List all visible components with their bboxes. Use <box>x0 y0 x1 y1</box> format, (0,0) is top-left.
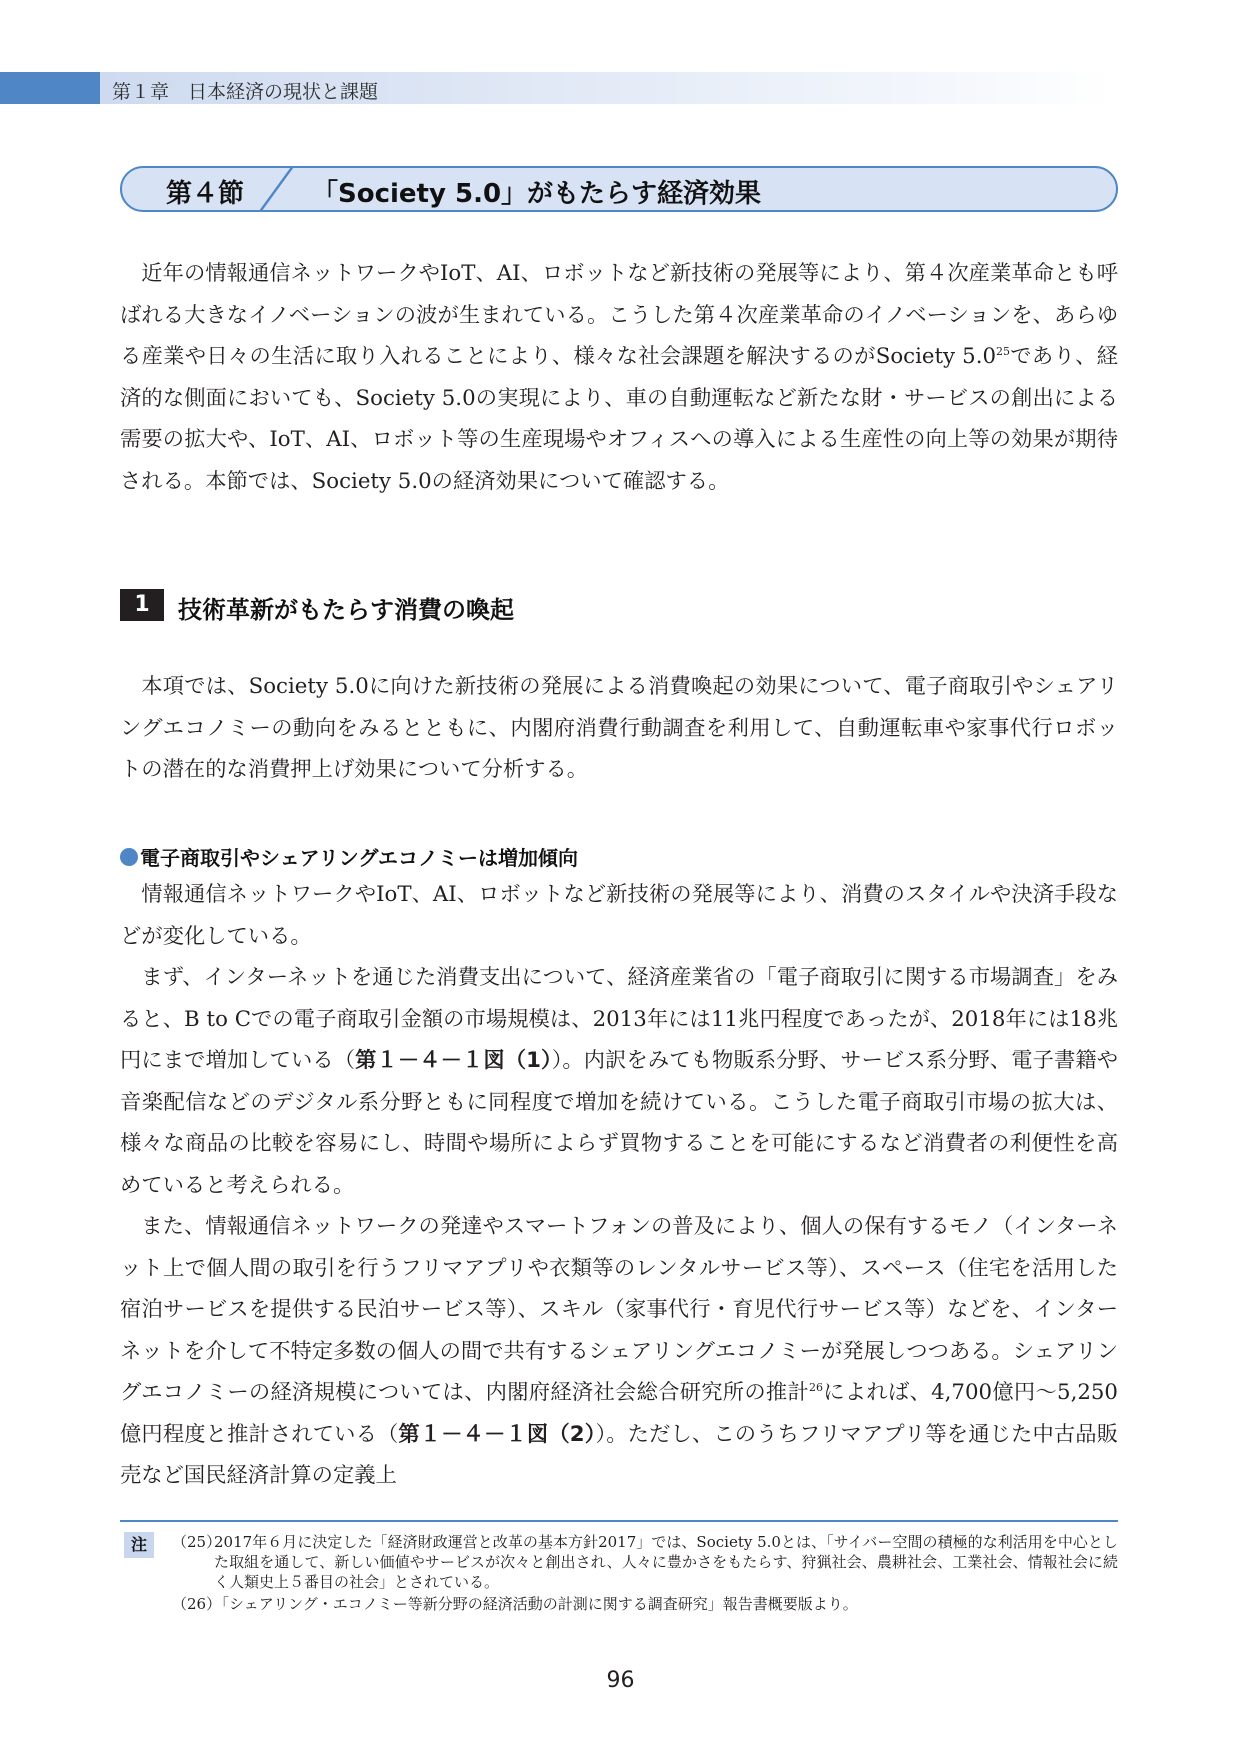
figure-ref-1-4-1-1[interactable]: 第１－４－１図（1） <box>355 1048 552 1073</box>
body-p3-text-2: によれば、4,700億円～5,250億円程度と推計されている（ <box>120 1380 1118 1447</box>
title-divider <box>252 166 294 212</box>
footnote-25 <box>172 1532 1118 1592</box>
bullet-dot-icon <box>120 848 138 866</box>
body-p3-text-1: また、情報通信ネットワークの発達やスマートフォンの普及により、個人の保有するモノ（インターネット上で個人間の取引を行うフリマアプリや衣類等のレンタルサービス等）、スペース（住宅を活用した宿泊サービスを提供する民泊サービス等）、スキル（家事代行・育児代行サービス等）などを、インターネットを介して不特定多数の個人の間で共有するシェアリングエコノミーが発展しつつある。シェアリングエコノミーの経済規模については、内閣府経済社会総合研究所の推計 <box>120 1214 1118 1405</box>
footnote-25-marker: （25） <box>172 1533 222 1551</box>
item-number-box: 1 <box>120 589 164 621</box>
body-paragraph-2 <box>120 957 1118 1206</box>
footnote-26-marker: （26） <box>172 1595 222 1613</box>
section-number: 第４節 <box>166 179 245 209</box>
body-p2-text-2: ）。内訳をみても物販系分野、サービス系分野、電子書籍や音楽配信などのデジタル系分野ともに同程度で増加を続けている。こうした電子商取引市場の拡大は、様々な商品の比較を容易にし、時間や場所によらず買物することを可能にするなど消費者の利便性を高めていると考えられる。 <box>120 1048 1118 1198</box>
item-title: 技術革新がもたらす消費の喚起 <box>178 596 514 624</box>
body-p2-text-1: まず、インターネットを通じた消費支出について、経済産業省の「電子商取引に関する市場調査」をみると、B to Cでの電子商取引金額の市場規模は、2013年には11兆円程度であったが、2018年には18兆円にまで増加している（ <box>120 965 1118 1073</box>
intro-text-part1: 近年の情報通信ネットワークやIoT、AI、ロボットなど新技術の発展等により、第４次産業革命とも呼ばれる大きなイノベーションの波が生まれている。こうした第４次産業革命のイノベーションを、あらゆる産業や日々の生活に取り入れることにより、様々な社会課題を解決するのがSociety 5.0 <box>120 261 1118 369</box>
page-number: 96 <box>606 1668 635 1693</box>
body-paragraph-1: 情報通信ネットワークやIoT、AI、ロボットなど新技術の発展等により、消費のスタイルや決済手段などが変化している。 <box>120 882 1118 949</box>
subheading-text: 電子商取引やシェアリングエコノミーは増加傾向 <box>140 846 578 870</box>
body-p3-text-3: ）。ただし、このうちフリマアプリ等を通じた中古品販売など国民経済計算の定義上 <box>120 1421 1118 1488</box>
figure-ref-1-4-1-2[interactable]: 第１－４－１図（2） <box>398 1421 596 1447</box>
body-paragraph-3 <box>120 1206 1118 1497</box>
chapter-number: 第１章 <box>112 81 170 103</box>
footnote-ref-26[interactable]: 26 <box>809 1380 824 1394</box>
chapter-title: 日本経済の現状と課題 <box>188 81 379 103</box>
intro-paragraph <box>120 253 1118 502</box>
running-header-text <box>112 77 378 104</box>
header-accent-tab <box>0 72 100 104</box>
footnote-25-text: 2017年６月に決定した「経済財政運営と改革の基本方針2017」では、Society 5.0とは、「サイバー空間の積極的な利活用を中心とした取組を通して、新しい価値やサービスが次々と創出され、人々に豊かさをもたらす、狩猟社会、農耕社会、工業社会、情報社会に続く人類史上５番目の社会」とされている。 <box>214 1533 1118 1591</box>
footnote-26 <box>172 1594 1118 1614</box>
bullet-subheading <box>120 842 578 870</box>
footnote-ref-25[interactable]: 25 <box>996 344 1011 358</box>
item-intro-paragraph: 本項では、Society 5.0に向けた新技術の発展による消費喚起の効果について、電子商取引やシェアリングエコノミーの動向をみるとともに、内閣府消費行動調査を利用して、自動運転車や家事代行ロボットの潜在的な消費押上げ効果について分析する。 <box>120 674 1118 782</box>
running-header <box>0 72 1112 104</box>
footnote-26-text: 「シェアリング・エコノミー等新分野の経済活動の計測に関する調査研究」報告書概要版より。 <box>214 1595 858 1613</box>
section-title: 「Society 5.0」がもたらす経済効果 <box>312 179 762 209</box>
notes-rule <box>120 1520 1118 1522</box>
intro-text-part2: であり、経済的な側面においても、Society 5.0の実現により、車の自動運転など新たな財・サービスの創出による需要の拡大や、IoT、AI、ロボット等の生産現場やオフィスへの導入による生産性の向上等の効果が期待される。本節では、Society 5.0の経済効果について確認する。 <box>120 344 1118 494</box>
section-title-bar <box>120 166 1118 212</box>
notes-label: 注 <box>124 1532 154 1558</box>
